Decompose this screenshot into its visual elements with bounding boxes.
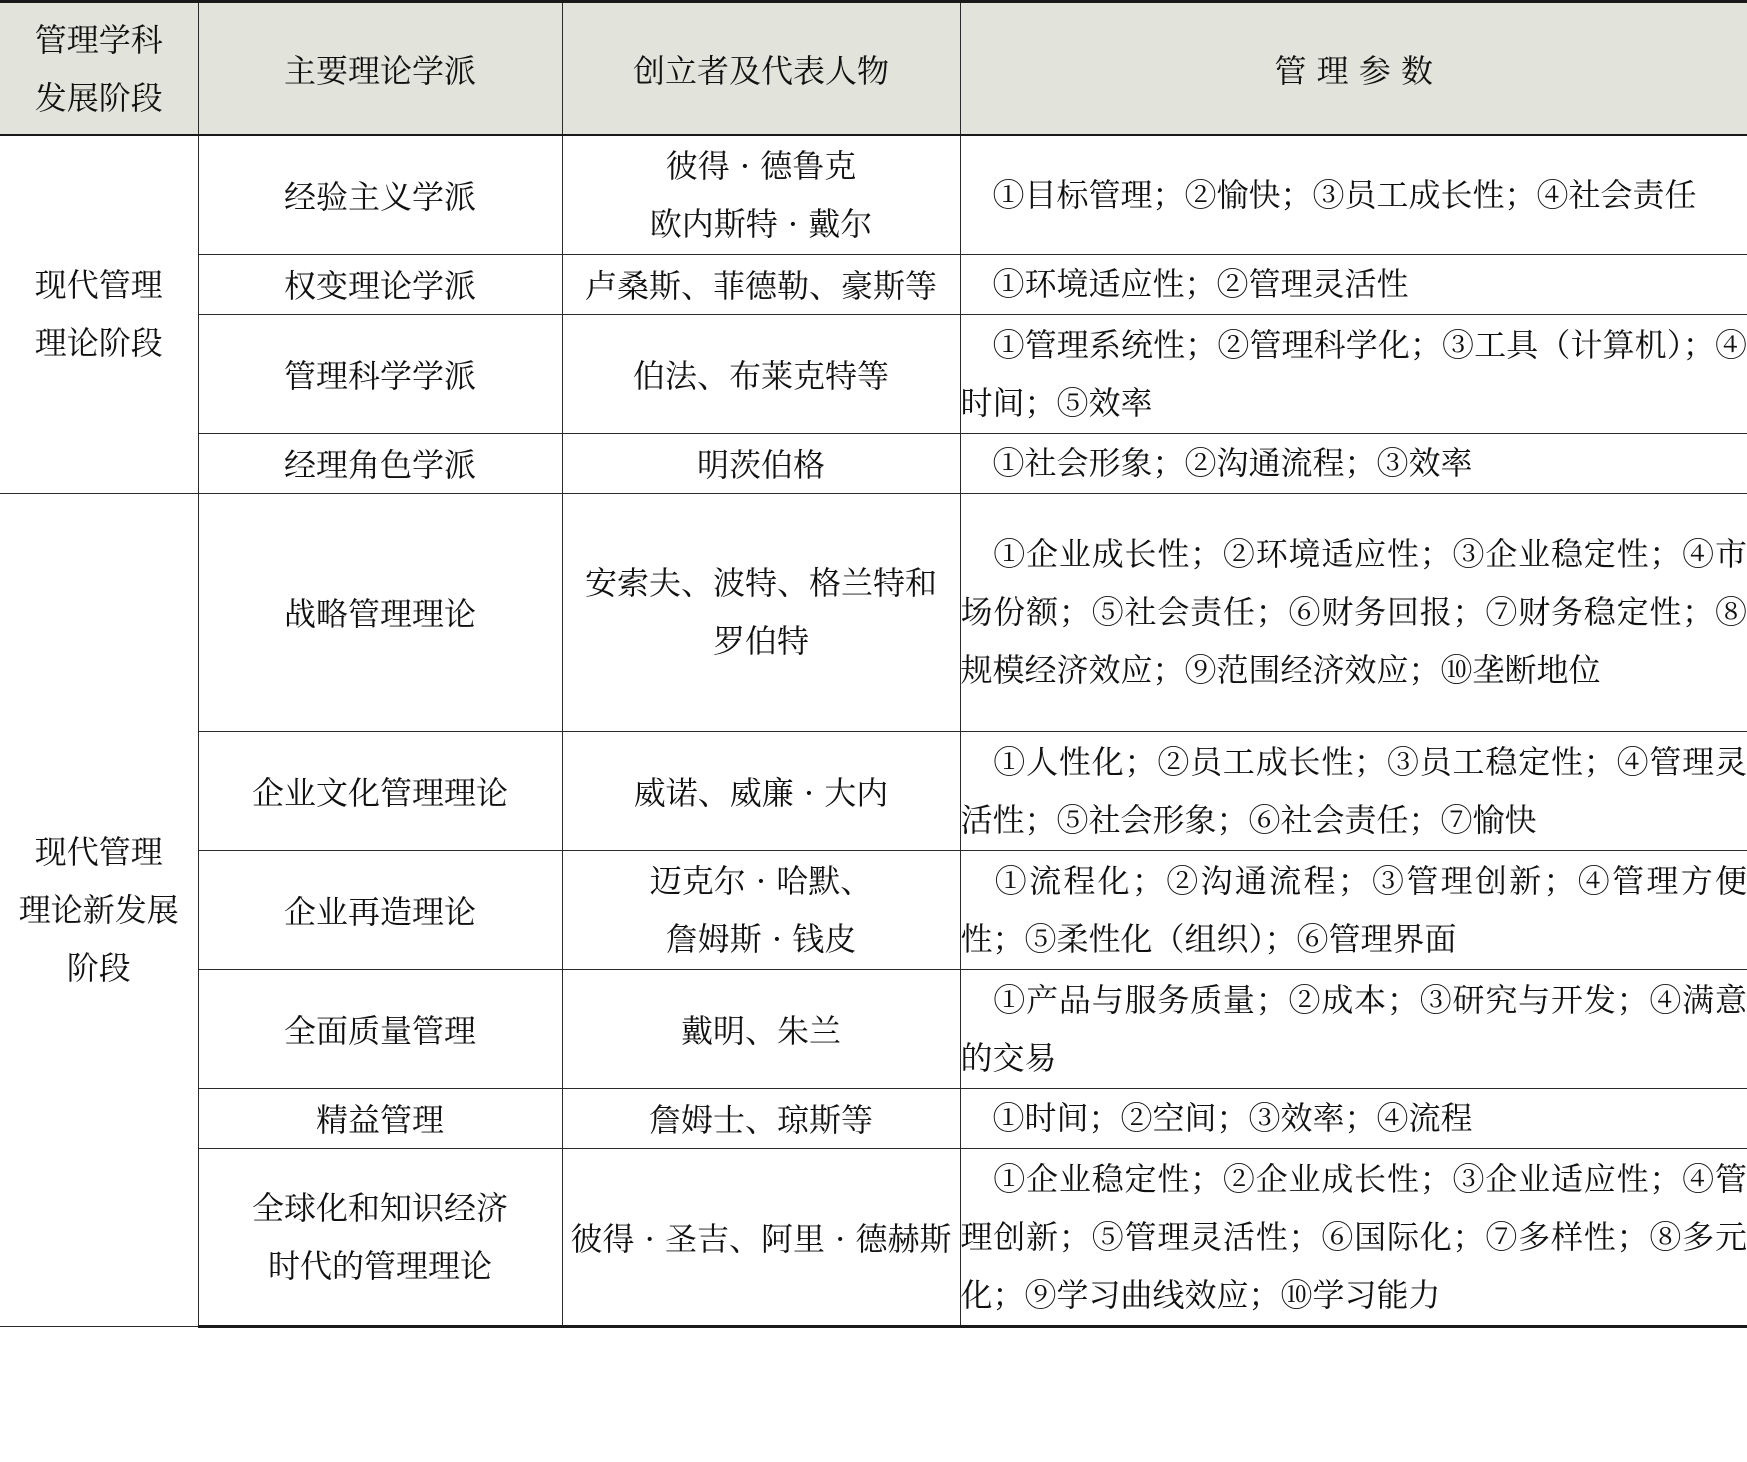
params-cell	[960, 850, 1747, 969]
founder-line: 詹姆斯 · 钱皮	[665, 919, 857, 958]
founder-line: 迈克尔 · 哈默、	[649, 861, 873, 900]
table-row	[0, 135, 1747, 254]
stage-line: 理论阶段	[34, 324, 163, 363]
table-row	[0, 314, 1747, 433]
header-stage	[0, 2, 198, 136]
params-text: ①社会形象；②沟通流程；③效率	[992, 444, 1473, 482]
school-line: 全球化和知识经济	[251, 1188, 508, 1227]
table-header-row	[0, 2, 1747, 136]
stage-line: 现代管理	[34, 832, 163, 871]
header-founders: 创立者及代表人物	[562, 2, 960, 136]
table-row	[0, 1088, 1747, 1148]
table-row	[0, 493, 1747, 731]
params-cell	[960, 1148, 1747, 1326]
params-text: ①目标管理；②愉快；③员工成长性；④社会责任	[992, 175, 1697, 214]
founder-cell	[562, 493, 960, 731]
founder-line: 欧内斯特 · 戴尔	[649, 204, 873, 243]
params-text: ①时间；②空间；③效率；④流程	[992, 1099, 1473, 1137]
founder-cell: 詹姆士、琼斯等	[562, 1088, 960, 1148]
school-cell: 经理角色学派	[198, 433, 562, 493]
params-cell	[960, 969, 1747, 1088]
params-cell	[960, 314, 1747, 433]
school-cell: 权变理论学派	[198, 254, 562, 314]
params-text: ①产品与服务质量；②成本；③研究与开发；④满意的交易	[960, 980, 1747, 1077]
school-cell: 战略管理理论	[198, 493, 562, 731]
school-cell: 全面质量管理	[198, 969, 562, 1088]
params-cell	[960, 1088, 1747, 1148]
header-stage-line2: 发展阶段	[34, 78, 163, 117]
founder-line: 罗伯特	[712, 622, 809, 660]
stage-line: 理论新发展	[18, 890, 179, 929]
founder-line: 彼得 · 德鲁克	[665, 146, 857, 185]
founder-cell: 彼得 · 圣吉、阿里 · 德赫斯	[562, 1148, 960, 1326]
school-cell	[198, 1148, 562, 1326]
params-cell	[960, 433, 1747, 493]
table-row	[0, 850, 1747, 969]
school-line: 时代的管理理论	[267, 1246, 492, 1285]
header-school: 主要理论学派	[198, 2, 562, 136]
founder-cell	[562, 850, 960, 969]
founder-cell: 戴明、朱兰	[562, 969, 960, 1088]
table-row	[0, 433, 1747, 493]
founder-cell: 卢桑斯、菲德勒、豪斯等	[562, 254, 960, 314]
header-params: 管 理 参 数	[960, 2, 1747, 136]
params-cell	[960, 731, 1747, 850]
school-cell: 经验主义学派	[198, 135, 562, 254]
params-text: ①管理系统性；②管理科学化；③工具（计算机）；④时间；⑤效率	[960, 325, 1747, 422]
founder-cell	[562, 135, 960, 254]
header-stage-line1: 管理学科	[34, 20, 163, 59]
table-row	[0, 969, 1747, 1088]
params-text: ①环境适应性；②管理灵活性	[992, 265, 1409, 303]
school-cell: 精益管理	[198, 1088, 562, 1148]
params-cell	[960, 254, 1747, 314]
stage-line: 现代管理	[34, 266, 163, 305]
stage-cell-new-development	[0, 493, 198, 1326]
stage-cell-modern	[0, 135, 198, 493]
founder-cell: 威诺、威廉 · 大内	[562, 731, 960, 850]
params-text: ①人性化；②员工成长性；③员工稳定性；④管理灵活性；⑤社会形象；⑥社会责任；⑦愉快	[960, 742, 1747, 839]
params-text: ①流程化；②沟通流程；③管理创新；④管理方便性；⑤柔性化（组织）；⑥管理界面	[960, 861, 1747, 958]
school-cell: 企业再造理论	[198, 850, 562, 969]
params-text: ①企业稳定性；②企业成长性；③企业适应性；④管理创新；⑤管理灵活性；⑥国际化；⑦多样性；⑧多元化；⑨学习曲线效应；⑩学习能力	[960, 1159, 1747, 1314]
founder-cell: 明茨伯格	[562, 433, 960, 493]
table-row	[0, 254, 1747, 314]
params-text: ①企业成长性；②环境适应性；③企业稳定性；④市场份额；⑤社会责任；⑥财务回报；⑦财务稳定性；⑧规模经济效应；⑨范围经济效应；⑩垄断地位	[960, 535, 1747, 689]
stage-line: 阶段	[66, 948, 131, 987]
table-row	[0, 731, 1747, 850]
founder-line: 安索夫、波特、格兰特和	[584, 564, 937, 602]
params-cell	[960, 493, 1747, 731]
founder-cell: 伯法、布莱克特等	[562, 314, 960, 433]
table-row	[0, 1148, 1747, 1326]
school-cell: 企业文化管理理论	[198, 731, 562, 850]
params-cell	[960, 135, 1747, 254]
school-cell: 管理科学学派	[198, 314, 562, 433]
